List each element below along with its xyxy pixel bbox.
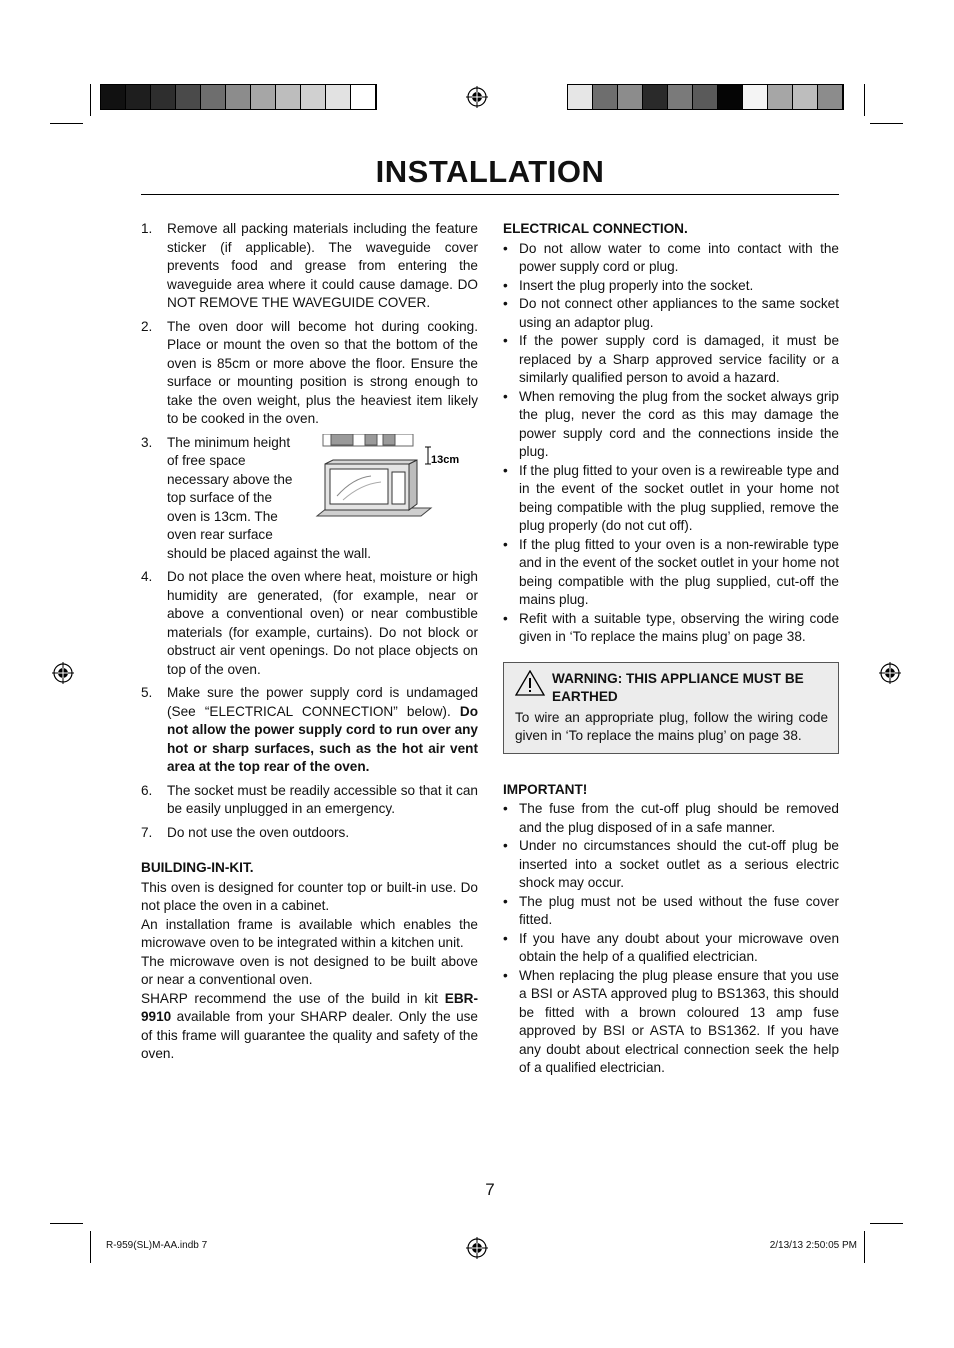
clearance-label: 13cm — [431, 453, 460, 466]
warning-text: To wire an appropriate plug, follow the wiring code given in ‘To replace the mains plug’ on page 38. — [515, 709, 828, 743]
list-item: 4. Do not place the oven where heat, moisture or high humidity are generated, (for example, near or above a conventional oven) or near combustible materials (for example, curtains). Do not block or obstruct air vent openings. Do not place objects on top of the oven. — [141, 568, 478, 679]
list-item: 1. Remove all packing materials including the feature sticker (if applicable). The waveguide cover prevents food and grease from entering the waveguide area where it could cause damage. DO NOT REMOVE THE WAVEGUIDE COVER. — [141, 220, 478, 313]
color-swatch — [176, 85, 201, 109]
crop-mark — [90, 1231, 91, 1263]
color-swatch — [568, 85, 593, 109]
left-column — [141, 220, 478, 1064]
item-text: The socket must be readily accessible so that it can be easily unplugged in an emergency. — [167, 782, 478, 816]
bullet-item — [503, 800, 839, 837]
color-swatch — [301, 85, 326, 109]
color-swatch — [126, 85, 151, 109]
bullet-item — [503, 332, 839, 388]
warning-triangle-icon — [515, 670, 552, 707]
important-heading: IMPORTANT! — [503, 781, 588, 797]
right-column — [503, 220, 839, 1078]
paragraph: This oven is designed for counter top or built-in use. Do not place the oven in a cabinet. — [141, 879, 478, 913]
warning-box — [503, 662, 839, 754]
bullet-text: The fuse from the cut-off plug should be removed and the plug disposed of in a safe manner. — [519, 801, 839, 835]
bullet-dot: • — [503, 930, 508, 946]
bullet-text: Under no circumstances should the cut-off plug be inserted into a socket outlet as a serious electric shock may occur. — [519, 838, 839, 890]
color-swatch — [743, 85, 768, 109]
color-swatch — [351, 85, 376, 109]
color-swatch — [593, 85, 618, 109]
bullet-item — [503, 967, 839, 1078]
bullet-text: Insert the plug properly into the socket. — [519, 277, 754, 293]
color-swatch — [151, 85, 176, 109]
color-swatch — [101, 85, 126, 109]
crop-mark — [864, 84, 865, 116]
title-rule — [141, 194, 839, 195]
bullet-dot: • — [503, 240, 508, 256]
color-swatch — [226, 85, 251, 109]
item-text: The minimum height of free space necessary above the top surface of the oven is 13cm. The oven rear surface — [167, 434, 293, 542]
bullet-text: If the plug fitted to your oven is a rewireable type and in the event of the socket outlet in your home not being compatible with the plug supplied, remove the plug properly (do not cut off). — [519, 462, 839, 533]
bullet-dot: • — [503, 296, 508, 311]
bullet-dot: • — [503, 277, 508, 293]
bullet-text: Do not allow water to come into contact with the power supply cord or plug. — [519, 240, 839, 274]
bullet-dot: • — [503, 536, 508, 552]
registration-mark-icon — [52, 662, 74, 684]
crop-mark — [870, 123, 903, 124]
important-list — [503, 800, 839, 1078]
electrical-list — [503, 240, 839, 647]
item-text: Do not place the oven where heat, moisture or high humidity are generated, (for example, near or above a conventional oven) or near combustible materials (for example, curtains). Do not block or obstruct air vent openings. Do not place objects on top of the oven. — [167, 569, 478, 677]
item-text: Remove all packing materials including the feature sticker (if applicable). The waveguide cover prevents food and grease from entering the waveguide area where it could cause damage. DO NOT REMOVE THE WAVEGUIDE COVER. — [167, 221, 478, 310]
list-item: 7. Do not use the oven outdoors. — [141, 824, 478, 843]
bullet-dot: • — [503, 967, 508, 983]
color-calibration-bar-left — [100, 84, 377, 110]
building-heading: BUILDING-IN-KIT. — [141, 860, 254, 875]
item-text: should be placed against the wall. — [167, 545, 372, 561]
color-swatch — [643, 85, 668, 109]
bullet-item — [503, 388, 839, 462]
bullet-text: If the power supply cord is damaged, it must be replaced by a Sharp approved service facility or a similarly qualified person to avoid a hazard. — [519, 333, 839, 385]
color-swatch — [693, 85, 718, 109]
color-swatch — [251, 85, 276, 109]
page-title: INSTALLATION — [375, 154, 605, 189]
list-item: 2. The oven door will become hot during cooking. Place or mount the oven so that the bottom of the oven is 85cm or more above the floor. Ensure the surface or mounting position is strong enough to take the oven weight, plus the heaviest item likely to be cooked in the oven. — [141, 318, 478, 429]
color-swatch — [818, 85, 843, 109]
bullet-dot: • — [503, 388, 508, 404]
crop-mark — [50, 1223, 83, 1224]
paragraph: An installation frame is available which enables the microwave oven to be integrated within a kitchen unit. — [141, 916, 478, 950]
bullet-item — [503, 837, 839, 893]
oven-clearance-diagram — [313, 434, 473, 526]
color-swatch — [276, 85, 301, 109]
bullet-text: If you have any doubt about your microwave oven obtain the help of a qualified electrician. — [519, 930, 839, 964]
page-number: 7 — [485, 1180, 495, 1199]
bullet-text: When removing the plug from the socket always grip the plug, never the cord as this may damage the power supply cord and the connections inside the plug. — [519, 388, 839, 459]
bullet-text: If the plug fitted to your oven is a non-rewirable type and in the event of the socket outlet in your home not being compatible with the plug supplied, cut-off the mains plug. — [519, 536, 839, 607]
bullet-dot: • — [503, 610, 508, 626]
item-text: Do not use the oven outdoors. — [167, 824, 350, 840]
color-calibration-bar-right — [567, 84, 844, 110]
color-swatch — [768, 85, 793, 109]
bullet-item — [503, 536, 839, 610]
crop-mark — [864, 1231, 865, 1263]
bullet-item — [503, 462, 839, 536]
bullet-item — [503, 295, 839, 332]
bullet-text: Do not connect other appliances to the same socket using an adaptor plug. — [519, 296, 839, 330]
bullet-dot: • — [503, 462, 508, 478]
registration-mark-icon — [466, 86, 488, 108]
color-swatch — [668, 85, 693, 109]
electrical-heading: ELECTRICAL CONNECTION. — [503, 221, 688, 236]
footer-file: R-959(SL)M-AA.indb 7 — [106, 1240, 208, 1251]
color-swatch — [793, 85, 818, 109]
paragraph: SHARP recommend the use of the build in kit EBR-9910 available from your SHARP dealer. Only the use of this frame will guarantee the quality and safety of the oven. — [141, 990, 478, 1061]
list-item: 6. The socket must be readily accessible so that it can be easily unplugged in an emergency. — [141, 782, 478, 819]
warning-heading: WARNING: THIS APPLIANCE MUST BE EARTHED — [552, 670, 804, 704]
color-swatch — [326, 85, 351, 109]
kit-code: EBR-9910 — [141, 990, 478, 1024]
bullet-dot: • — [503, 838, 508, 853]
bullet-item — [503, 240, 839, 277]
paragraph: The microwave oven is not designed to be built above or near a conventional oven. — [141, 953, 478, 987]
crop-mark — [90, 84, 91, 116]
color-swatch — [618, 85, 643, 109]
bullet-dot: • — [503, 333, 508, 348]
footer-date: 2/13/13 2:50:05 PM — [769, 1240, 857, 1251]
item-text-bold: Do not allow the power supply cord to run over any hot or sharp surfaces, such as the hot air vent area at the top rear of the oven. — [167, 703, 478, 774]
list-item: 5. Make sure the power supply cord is undamaged (See “ELECTRICAL CONNECTION” below). Do not allow the power supply cord to run over any hot or sharp surfaces, such as the hot air vent area at the top rear of the oven. — [141, 685, 478, 774]
bullet-text: The plug must not be used without the fuse cover fitted. — [519, 893, 839, 927]
registration-mark-icon — [879, 662, 901, 684]
bullet-item — [503, 893, 839, 930]
color-swatch — [201, 85, 226, 109]
registration-mark-icon — [466, 1237, 488, 1259]
bullet-text: When replacing the plug please ensure that you use a BSI or ASTA approved plug to BS1363, this should be fitted with a brown coloured 13 amp fuse approved by BSI or ASTA to BS1362. If you have any doubt about electrical connection seek the help of a qualified electrician. — [519, 967, 839, 1075]
bullet-item — [503, 930, 839, 967]
bullet-text: Refit with a suitable type, observing the wiring code given in ‘To replace the mains plug’ on page 38. — [519, 610, 839, 644]
crop-mark — [870, 1223, 903, 1224]
bullet-dot: • — [503, 801, 508, 816]
bullet-item — [503, 610, 839, 647]
item-text: Make sure the power supply cord is undamaged (See “ELECTRICAL CONNECTION” below). — [167, 685, 478, 719]
list-item: 3. The minimum height of free space necessary above the top surface of the oven is 13cm. The oven rear surface should be placed against the wall. 13cm — [141, 434, 478, 564]
crop-mark — [50, 123, 83, 124]
color-swatch — [718, 85, 743, 109]
item-text: The oven door will become hot during cooking. Place or mount the oven so that the bottom of the oven is 85cm or more above the floor. Ensure the surface or mounting position is strong enough to take the oven weight, plus the heaviest item likely to be cooked in the oven. — [167, 318, 478, 426]
bullet-item — [503, 277, 839, 296]
bullet-dot: • — [503, 893, 508, 909]
